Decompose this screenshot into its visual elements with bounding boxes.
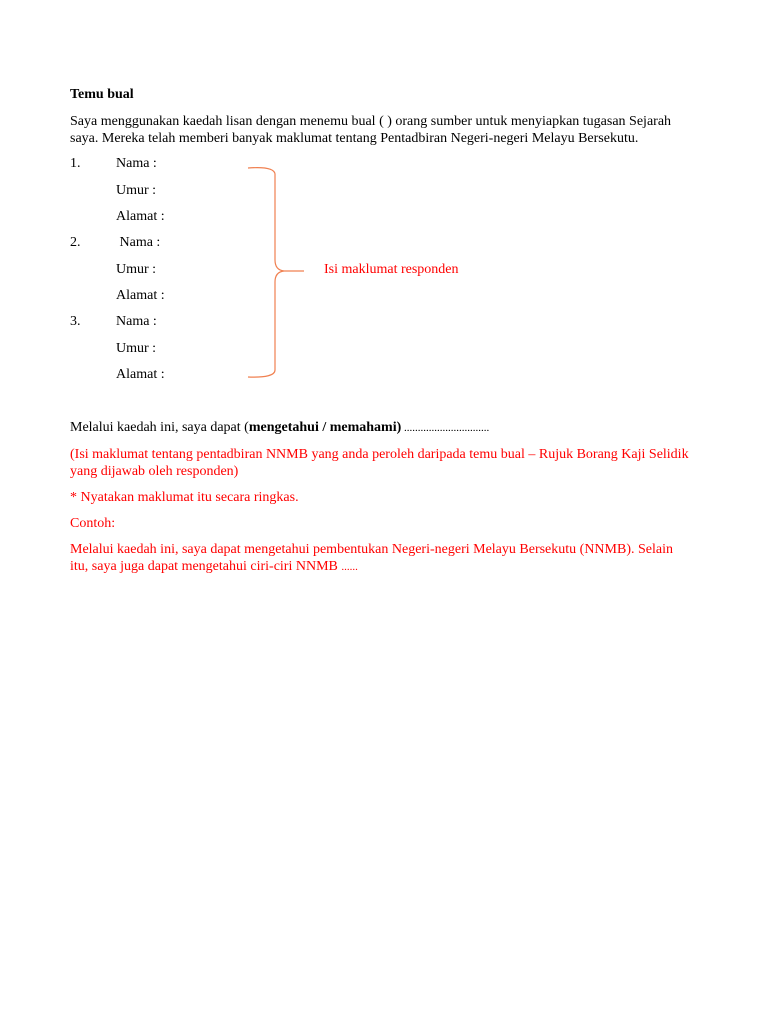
respondent-3-number: 3. [70,314,81,329]
example-line-2-text: itu, saya juga dapat mengetahui ciri-ciri NNMB [70,559,342,574]
example-line-2-dots: ...... [341,561,358,573]
respondent-3-nama: Nama : [116,314,157,329]
example-label: Contoh: [70,516,116,531]
conclusion-line [70,419,710,437]
intro-paragraph [70,113,700,147]
respondent-2-number: 2. [70,235,81,250]
intro-line-2: saya. Mereka telah memberi banyak maklumat tentang Pentadbiran Negeri-negeri Melayu Bersekutu. [70,131,639,146]
example-paragraph [70,541,710,576]
respondent-1-nama: Nama : [116,156,157,171]
respondent-2-umur: Umur : [116,262,157,277]
respondent-3-alamat: Alamat : [116,367,165,382]
conclusion-prefix: Melalui kaedah ini, saya dapat ( [70,420,249,435]
example-line-2 [70,558,710,576]
instruction-line-2: yang dijawab oleh responden) [70,464,239,479]
right-brace-icon [244,164,308,382]
note-text: * Nyatakan maklumat itu secara ringkas. [70,490,299,505]
respondent-3-umur: Umur : [116,341,157,356]
conclusion-dots: ............................... [401,422,490,434]
brace-label: Isi maklumat responden [324,262,459,277]
intro-line-1: Saya menggunakan kaedah lisan dengan menemu bual ( ) orang sumber untuk menyiapkan tugasan Sejarah [70,114,672,129]
respondent-1-umur: Umur : [116,183,157,198]
respondent-1-number: 1. [70,156,81,171]
page-title: Temu bual [70,87,134,102]
instruction-paragraph [70,446,710,480]
respondent-1-alamat: Alamat : [116,209,165,224]
respondent-2-alamat: Alamat : [116,288,165,303]
instruction-line-1: (Isi maklumat tentang pentadbiran NNMB yang anda peroleh daripada temu bual – Rujuk Borang Kaji Selidik [70,447,689,462]
conclusion-bold: mengetahui / memahami) [248,420,402,435]
respondent-2-nama: Nama : [116,235,161,250]
example-line-1: Melalui kaedah ini, saya dapat mengetahui pembentukan Negeri-negeri Melayu Bersekutu (NNMB). Selain [70,542,673,557]
